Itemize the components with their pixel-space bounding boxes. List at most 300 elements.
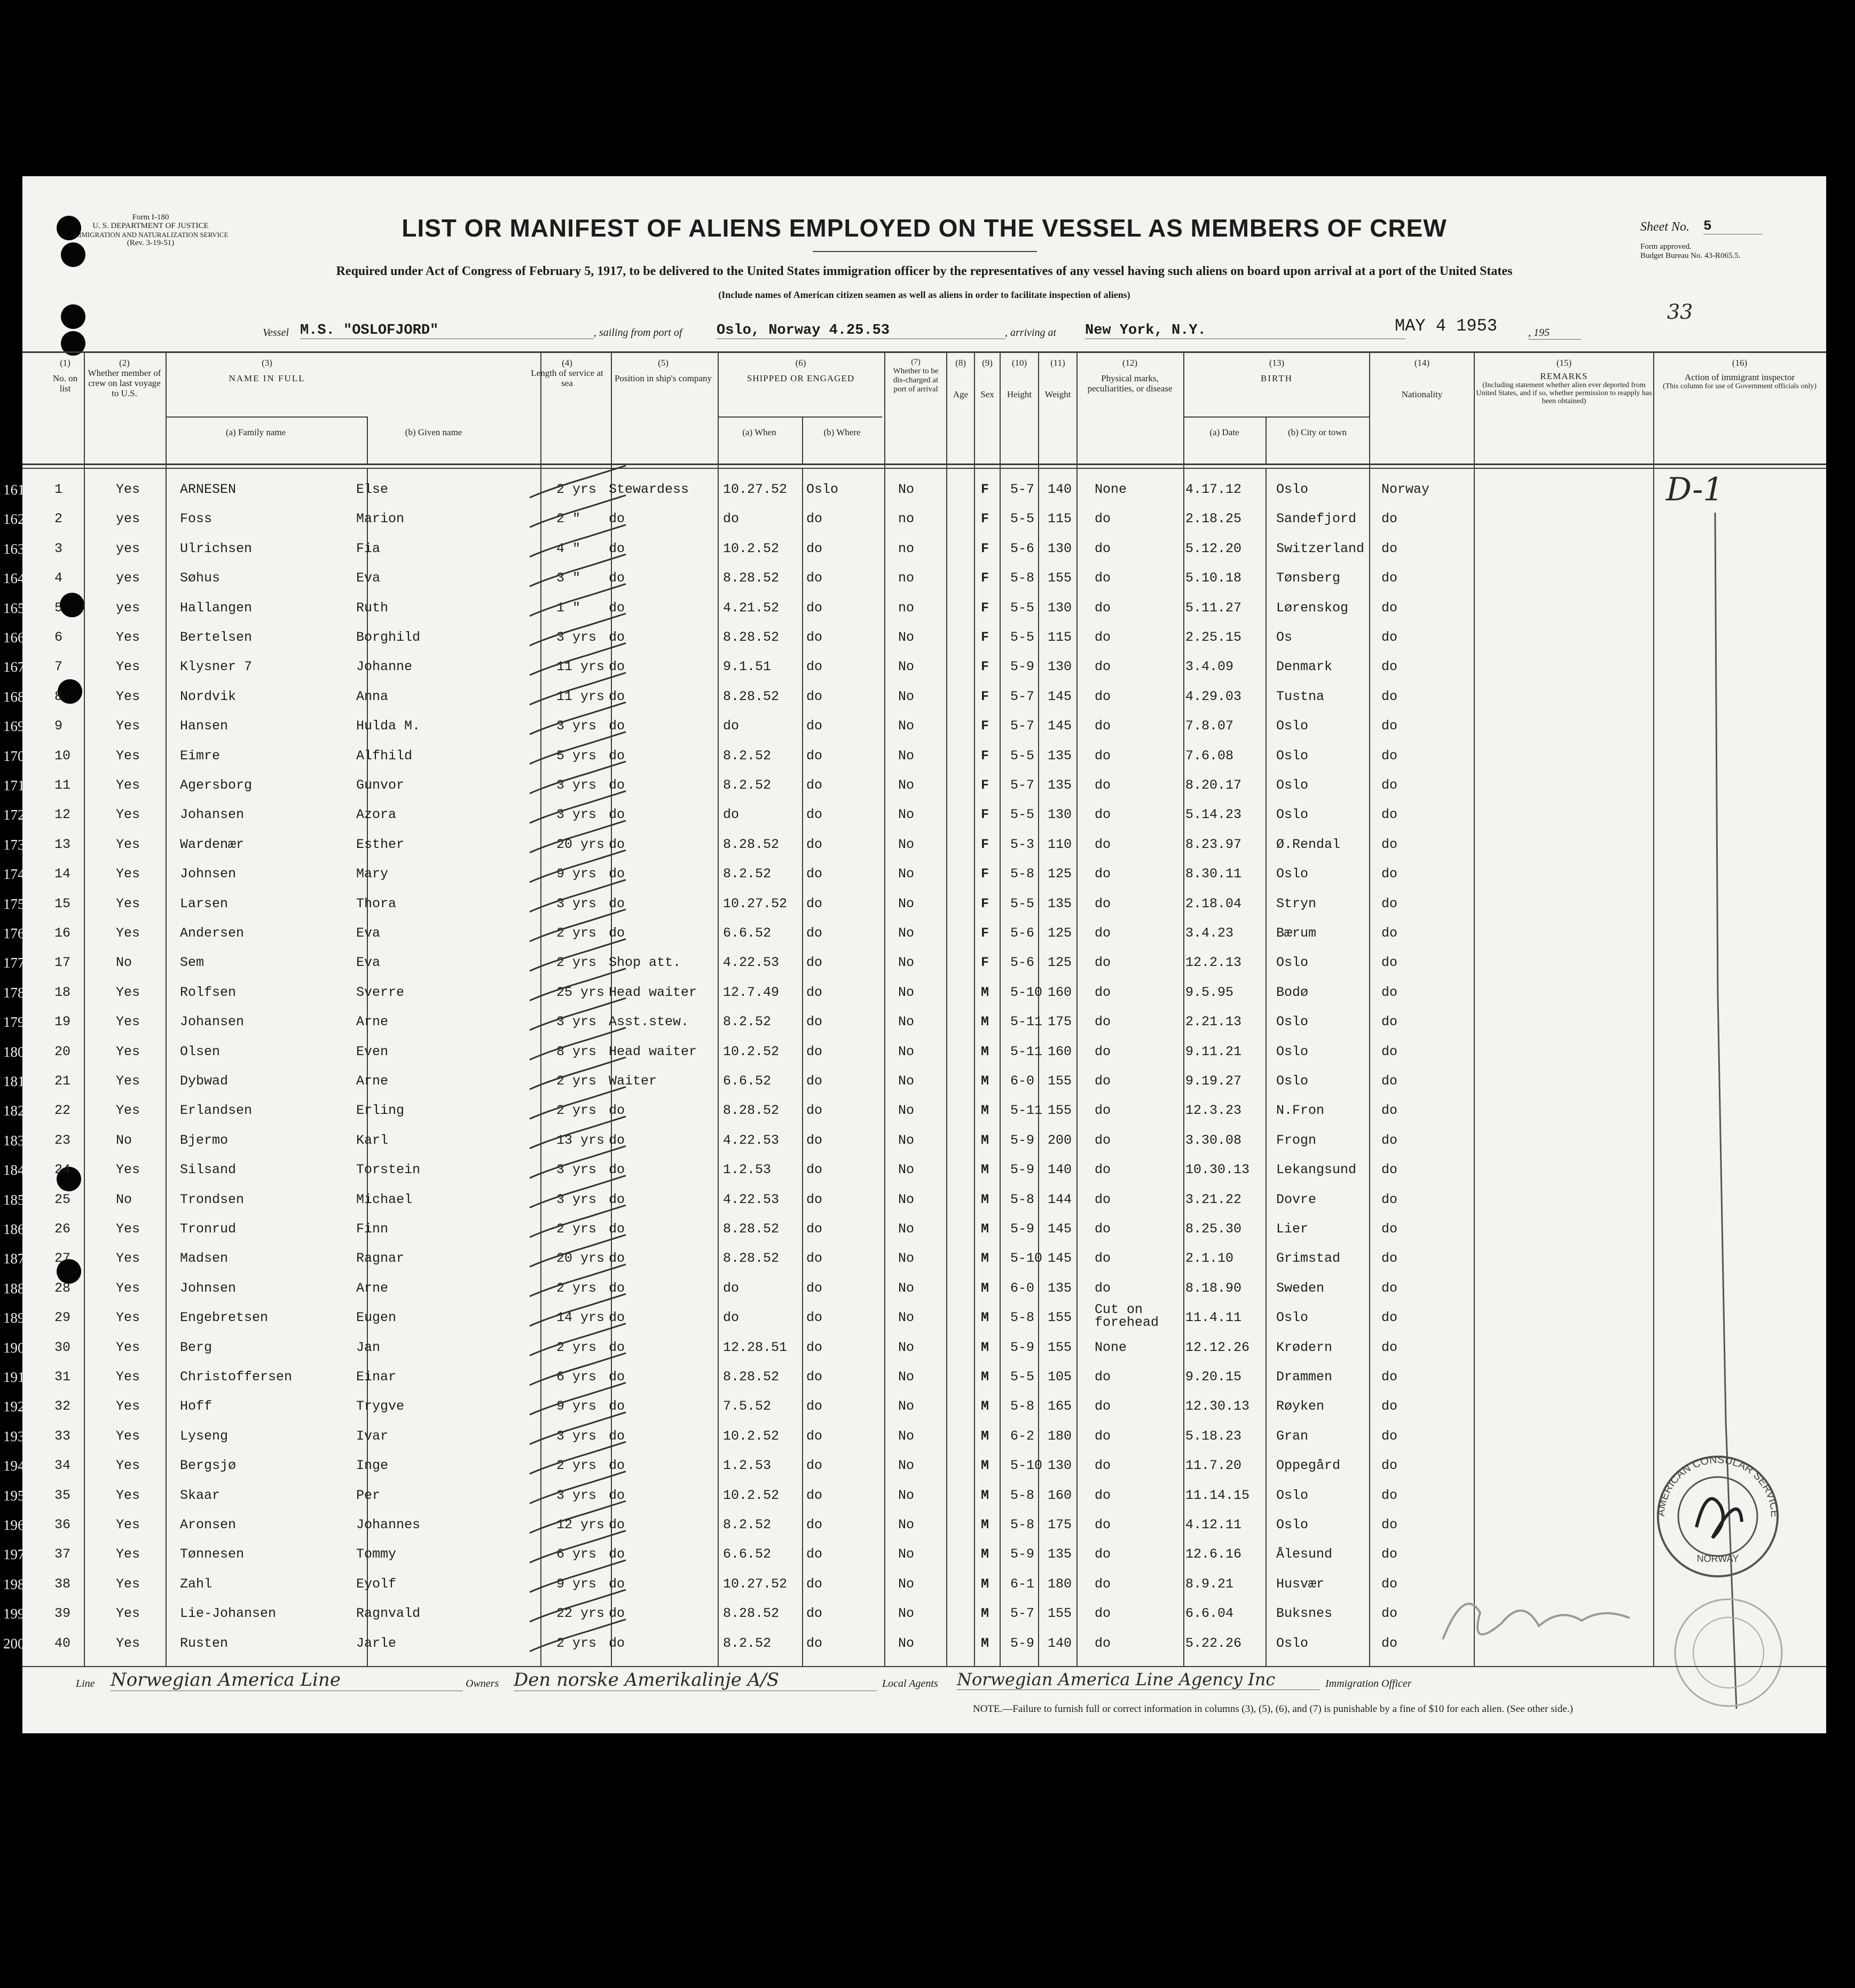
row-height: 5-9: [1010, 1546, 1035, 1562]
row-shipped-where: do: [806, 1369, 823, 1385]
row-shipped-where: do: [806, 1635, 823, 1651]
tally-checkmark: [530, 614, 626, 646]
row-family-name: Søhus: [180, 570, 221, 586]
row-birth-date: 9.5.95: [1185, 984, 1234, 1000]
row-weight: 180: [1048, 1428, 1072, 1444]
row-given-name: Eva: [356, 955, 381, 971]
row-position: do: [609, 630, 625, 645]
sailing-label: , sailing from port of: [594, 327, 682, 339]
row-discharge: No: [898, 1310, 915, 1326]
row-shipped-when: 10.2.52: [723, 1487, 780, 1503]
row-physical-marks: do: [1095, 1398, 1111, 1415]
row-birth-city: Oslo: [1276, 1635, 1309, 1651]
row-shipped-when: do: [723, 1280, 740, 1296]
col10-header: (10) Height: [1007, 358, 1032, 399]
row-weight: 130: [1048, 659, 1072, 675]
row-service: 3 yrs: [556, 895, 597, 912]
row-nationality: do: [1381, 1073, 1398, 1089]
row-shipped-when: 4.21.52: [723, 600, 780, 616]
row-discharge: No: [898, 895, 915, 912]
row-tally-number: 162: [3, 511, 25, 528]
row-number: 19: [54, 1014, 71, 1030]
tally-checkmark: [530, 732, 626, 764]
row-birth-date: 9.19.27: [1185, 1073, 1242, 1089]
col9-header: (9) Sex: [980, 358, 994, 399]
row-service: 2 yrs: [556, 1280, 597, 1296]
row-birth-date: 12.6.16: [1185, 1546, 1242, 1562]
row-shipped-where: do: [806, 1043, 823, 1059]
row-tally-number: 185: [3, 1191, 25, 1208]
row-tally-number: 164: [3, 570, 25, 587]
row-given-name: Torstein: [356, 1162, 421, 1178]
row-birth-city: Oslo: [1276, 1487, 1309, 1503]
row-given-name: Eyolf: [356, 1576, 397, 1592]
row-tally-number: 165: [3, 600, 25, 616]
row-shipped-when: 12.7.49: [723, 984, 780, 1000]
row-physical-marks: do: [1095, 1369, 1111, 1385]
row-sex: M: [981, 1458, 989, 1474]
row-physical-marks: None: [1095, 1339, 1127, 1355]
row-given-name: Tommy: [356, 1546, 397, 1562]
row-birth-date: 3.4.09: [1185, 659, 1234, 675]
row-given-name: Borghild: [356, 630, 421, 645]
col13b-header: (b) City or town: [1287, 427, 1347, 437]
tally-checkmark: [530, 1087, 626, 1119]
row-height: 5-7: [1010, 1606, 1035, 1622]
row-prev-voyage: Yes: [116, 1546, 140, 1562]
row-shipped-when: 8.28.52: [723, 836, 780, 852]
row-height: 5-8: [1010, 1517, 1035, 1533]
row-number: 7: [54, 659, 63, 675]
tally-checkmark: [530, 1117, 626, 1149]
row-birth-date: 11.14.15: [1185, 1487, 1250, 1503]
row-physical-marks: do: [1095, 1132, 1111, 1148]
col8-header: (8) Age: [953, 358, 969, 399]
row-weight: 105: [1048, 1369, 1072, 1385]
row-shipped-when: 8.28.52: [723, 630, 780, 645]
row-prev-voyage: Yes: [116, 777, 140, 793]
row-weight: 140: [1048, 1162, 1072, 1178]
row-number: 16: [54, 925, 71, 941]
row-position: do: [609, 1132, 625, 1148]
row-number: 37: [54, 1546, 71, 1562]
row-prev-voyage: Yes: [116, 718, 140, 734]
row-given-name: Azora: [356, 807, 397, 823]
row-tally-number: 174: [3, 866, 25, 883]
row-height: 5-9: [1010, 1132, 1035, 1148]
row-weight: 160: [1048, 984, 1072, 1000]
row-sex: F: [981, 688, 989, 704]
tally-checkmark: [530, 939, 626, 971]
row-weight: 155: [1048, 1339, 1072, 1355]
row-service: 11 yrs: [556, 688, 605, 704]
row-weight: 200: [1048, 1132, 1072, 1148]
row-sex: M: [981, 1014, 989, 1030]
row-shipped-where: do: [806, 1251, 823, 1267]
row-given-name: Per: [356, 1487, 381, 1503]
sheet-number: 5: [1703, 218, 1762, 234]
row-birth-date: 2.1.10: [1185, 1251, 1234, 1267]
row-shipped-when: 10.2.52: [723, 540, 780, 556]
row-physical-marks: do: [1095, 540, 1111, 556]
row-height: 5-7: [1010, 777, 1035, 793]
row-birth-city: Røyken: [1276, 1398, 1325, 1415]
row-sex: F: [981, 600, 989, 616]
row-discharge: No: [898, 1398, 915, 1415]
row-given-name: Fia: [356, 540, 381, 556]
row-shipped-where: do: [806, 1546, 823, 1562]
row-height: 5-6: [1010, 540, 1035, 556]
row-number: 2: [54, 511, 63, 527]
row-discharge: No: [898, 1132, 915, 1148]
row-number: 12: [54, 807, 71, 823]
row-shipped-when: do: [723, 511, 740, 527]
row-shipped-when: 8.28.52: [723, 1103, 780, 1119]
row-birth-date: 8.25.30: [1185, 1221, 1242, 1237]
row-shipped-where: do: [806, 1132, 823, 1148]
row-shipped-when: 8.2.52: [723, 866, 772, 882]
row-service: 1 ": [556, 600, 581, 616]
row-birth-city: Husvær: [1276, 1576, 1325, 1592]
row-prev-voyage: Yes: [116, 630, 140, 645]
row-weight: 145: [1048, 1221, 1072, 1237]
col16-header: (16) Action of immigrant inspector (This column for use of Government officials only): [1663, 358, 1817, 390]
row-physical-marks: do: [1095, 1517, 1111, 1533]
row-shipped-when: 4.22.53: [723, 1191, 780, 1207]
row-physical-marks: do: [1095, 836, 1111, 852]
row-shipped-where: do: [806, 925, 823, 941]
row-service: 12 yrs: [556, 1517, 605, 1533]
row-service: 3 yrs: [556, 1014, 597, 1030]
row-birth-date: 3.4.23: [1185, 925, 1234, 941]
row-position: Head waiter: [609, 984, 697, 1000]
row-birth-city: Oslo: [1276, 866, 1309, 882]
row-height: 5-11: [1010, 1103, 1043, 1119]
row-discharge: No: [898, 1546, 915, 1562]
row-given-name: Ivar: [356, 1428, 389, 1444]
row-prev-voyage: Yes: [116, 1221, 140, 1237]
row-shipped-when: 10.2.52: [723, 1043, 780, 1059]
row-position: do: [609, 511, 625, 527]
row-sex: F: [981, 718, 989, 734]
row-service: 2 yrs: [556, 1458, 597, 1474]
row-discharge: No: [898, 807, 915, 823]
row-position: do: [609, 1458, 625, 1474]
row-shipped-when: 8.28.52: [723, 1251, 780, 1267]
row-physical-marks: do: [1095, 1428, 1111, 1444]
row-position: do: [609, 777, 625, 793]
row-shipped-where: do: [806, 659, 823, 675]
row-height: 5-9: [1010, 1221, 1035, 1237]
row-tally-number: 187: [3, 1251, 25, 1267]
tally-checkmark: [530, 584, 626, 616]
row-birth-date: 4.12.11: [1185, 1517, 1242, 1533]
row-position: do: [609, 925, 625, 941]
row-weight: 135: [1048, 1280, 1072, 1296]
row-tally-number: 191: [3, 1369, 25, 1385]
svg-text:AMERICAN CONSULAR SERVICE: [1655, 1454, 1780, 1518]
owners-label: Owners: [466, 1678, 499, 1690]
col3a-header: (a) Family name: [225, 427, 286, 437]
row-family-name: Nordvik: [180, 688, 237, 704]
col15-header: (15) REMARKS (Including statement whether alien ever deported from United States, and if so, whether permission to reapply has been obtained): [1476, 358, 1652, 405]
row-nationality: do: [1381, 1043, 1398, 1059]
row-birth-city: Frogn: [1276, 1132, 1317, 1148]
tally-checkmark: [530, 1176, 626, 1208]
row-nationality: do: [1381, 1428, 1398, 1444]
row-nationality: do: [1381, 1635, 1398, 1651]
row-nationality: do: [1381, 925, 1398, 941]
line-label: Line: [76, 1678, 95, 1690]
row-birth-city: Tønsberg: [1276, 570, 1341, 586]
row-sex: F: [981, 866, 989, 882]
col13a-header: (a) Date: [1209, 427, 1239, 437]
row-discharge: No: [898, 1517, 915, 1533]
row-shipped-where: do: [806, 1162, 823, 1178]
row-shipped-when: 9.1.51: [723, 659, 772, 675]
row-sex: M: [981, 1546, 989, 1562]
officer-label: Immigration Officer: [1325, 1678, 1412, 1690]
row-shipped-where: do: [806, 1310, 823, 1326]
tally-checkmark: [530, 821, 626, 853]
inspector-mark: D-1: [1666, 471, 1724, 508]
row-tally-number: 176: [3, 925, 25, 941]
row-shipped-where: do: [806, 1103, 823, 1119]
row-number: 1: [54, 482, 63, 497]
tally-checkmark: [530, 1472, 626, 1504]
row-prev-voyage: Yes: [116, 1517, 140, 1533]
tally-checkmark: [530, 850, 626, 882]
row-number: 10: [54, 748, 71, 764]
row-position: Asst.stew.: [609, 1014, 689, 1030]
row-shipped-where: do: [806, 777, 823, 793]
row-birth-city: Oslo: [1276, 777, 1309, 793]
row-tally-number: 161: [3, 482, 25, 498]
row-position: do: [609, 1103, 625, 1119]
row-family-name: Wardenær: [180, 836, 245, 852]
row-birth-date: 2.18.04: [1185, 895, 1242, 912]
row-family-name: Zahl: [180, 1576, 213, 1592]
row-family-name: Klysner 7: [180, 659, 253, 675]
row-birth-city: Gran: [1276, 1428, 1309, 1444]
row-weight: 110: [1048, 836, 1072, 852]
row-discharge: No: [898, 1428, 915, 1444]
row-number: 3: [54, 540, 63, 556]
row-height: 5-6: [1010, 925, 1035, 941]
row-weight: 140: [1048, 1635, 1072, 1651]
row-discharge: No: [898, 482, 915, 497]
row-sex: M: [981, 1517, 989, 1533]
row-given-name: Michael: [356, 1191, 413, 1207]
row-position: do: [609, 570, 625, 586]
row-shipped-where: do: [806, 1576, 823, 1592]
row-height: 5-5: [1010, 630, 1035, 645]
row-number: 32: [54, 1398, 71, 1415]
row-weight: 165: [1048, 1398, 1072, 1415]
tally-checkmark: [530, 1590, 626, 1622]
tally-checkmark: [530, 643, 626, 675]
row-physical-marks: do: [1095, 1043, 1111, 1059]
row-discharge: No: [898, 1487, 915, 1503]
row-weight: 155: [1048, 1073, 1072, 1089]
row-weight: 125: [1048, 925, 1072, 941]
row-shipped-when: 8.2.52: [723, 748, 772, 764]
tally-checkmarks: [22, 176, 1826, 1733]
col6b-header: (b) Where: [823, 427, 861, 437]
row-service: 20 yrs: [556, 836, 605, 852]
row-weight: 115: [1048, 630, 1072, 645]
row-discharge: No: [898, 955, 915, 971]
row-height: 5-11: [1010, 1043, 1043, 1059]
row-birth-city: Denmark: [1276, 659, 1333, 675]
row-shipped-when: 10.27.52: [723, 482, 788, 497]
row-family-name: Bergsjø: [180, 1458, 237, 1474]
row-nationality: do: [1381, 540, 1398, 556]
row-prev-voyage: Yes: [116, 1043, 140, 1059]
agents-value: Norwegian America Line Agency Inc: [957, 1669, 1320, 1690]
row-physical-marks: do: [1095, 1191, 1111, 1207]
row-shipped-when: 8.28.52: [723, 570, 780, 586]
row-prev-voyage: Yes: [116, 1103, 140, 1119]
row-tally-number: 180: [3, 1043, 25, 1060]
row-prev-voyage: Yes: [116, 1014, 140, 1030]
row-nationality: do: [1381, 600, 1398, 616]
row-discharge: No: [898, 1635, 915, 1651]
row-sex: F: [981, 511, 989, 527]
row-nationality: do: [1381, 1191, 1398, 1207]
row-number: 25: [54, 1191, 71, 1207]
row-height: 5-8: [1010, 866, 1035, 882]
row-shipped-when: 7.5.52: [723, 1398, 772, 1415]
row-given-name: Else: [356, 482, 389, 497]
row-sex: M: [981, 1221, 989, 1237]
row-weight: 135: [1048, 1546, 1072, 1562]
row-shipped-when: 8.28.52: [723, 1369, 780, 1385]
row-given-name: Karl: [356, 1132, 389, 1148]
row-tally-number: 168: [3, 688, 25, 705]
tally-checkmark: [530, 673, 626, 705]
row-prev-voyage: Yes: [116, 1073, 140, 1089]
tally-checkmark: [530, 1264, 626, 1296]
row-birth-city: Oslo: [1276, 807, 1309, 823]
row-height: 5-9: [1010, 1339, 1035, 1355]
row-family-name: Lyseng: [180, 1428, 229, 1444]
row-family-name: Andersen: [180, 925, 245, 941]
row-shipped-when: do: [723, 807, 740, 823]
row-position: do: [609, 1606, 625, 1622]
row-number: 17: [54, 955, 71, 971]
row-birth-date: 8.20.17: [1185, 777, 1242, 793]
row-shipped-where: do: [806, 688, 823, 704]
row-height: 5-5: [1010, 748, 1035, 764]
row-given-name: Marion: [356, 511, 405, 527]
row-position: do: [609, 540, 625, 556]
tally-checkmark: [530, 1057, 626, 1089]
row-shipped-where: do: [806, 1398, 823, 1415]
row-height: 5-10: [1010, 984, 1043, 1000]
row-physical-marks: Cut on forehead: [1095, 1302, 1159, 1331]
row-discharge: No: [898, 1103, 915, 1119]
row-number: 22: [54, 1103, 71, 1119]
row-physical-marks: do: [1095, 866, 1111, 882]
row-physical-marks: do: [1095, 984, 1111, 1000]
row-shipped-where: do: [806, 540, 823, 556]
row-nationality: do: [1381, 630, 1398, 645]
col4-header: (4) Length of service at sea: [531, 358, 603, 388]
row-weight: 155: [1048, 1103, 1072, 1119]
row-birth-date: 5.18.23: [1185, 1428, 1242, 1444]
row-nationality: do: [1381, 895, 1398, 912]
row-tally-number: 186: [3, 1221, 25, 1237]
row-position: do: [609, 1339, 625, 1355]
row-number: 34: [54, 1458, 71, 1474]
row-shipped-where: Oslo: [806, 482, 839, 497]
tally-checkmark: [530, 791, 626, 823]
row-position: Shop att.: [609, 955, 681, 971]
row-nationality: do: [1381, 688, 1398, 704]
row-prev-voyage: Yes: [116, 1576, 140, 1592]
row-family-name: Johansen: [180, 1014, 245, 1030]
row-shipped-where: do: [806, 895, 823, 912]
row-birth-date: 5.12.20: [1185, 540, 1242, 556]
row-given-name: Erling: [356, 1103, 405, 1119]
row-family-name: Skaar: [180, 1487, 221, 1503]
row-sex: F: [981, 659, 989, 675]
tally-checkmark: [530, 1205, 626, 1237]
row-weight: 125: [1048, 955, 1072, 971]
arriving-port: New York, N.Y.: [1085, 323, 1405, 339]
footer-note: NOTE.—Failure to furnish full or correct information in columns (3), (5), (6), and (7) is punishable by a fine of $10 for each alien. (See other side.): [973, 1703, 1573, 1715]
row-given-name: Alfhild: [356, 748, 413, 764]
row-tally-number: 197: [3, 1546, 25, 1563]
row-weight: 130: [1048, 540, 1072, 556]
row-physical-marks: do: [1095, 807, 1111, 823]
row-prev-voyage: Yes: [116, 1339, 140, 1355]
row-position: do: [609, 807, 625, 823]
row-nationality: do: [1381, 1398, 1398, 1415]
row-number: 15: [54, 895, 71, 912]
row-discharge: No: [898, 866, 915, 882]
row-nationality: do: [1381, 659, 1398, 675]
row-weight: 140: [1048, 482, 1072, 497]
row-prev-voyage: Yes: [116, 1310, 140, 1326]
row-position: do: [609, 1576, 625, 1592]
row-physical-marks: do: [1095, 1280, 1111, 1296]
row-birth-city: Lier: [1276, 1221, 1309, 1237]
tally-checkmark: [530, 1382, 626, 1415]
row-given-name: Arne: [356, 1073, 389, 1089]
row-service: 22 yrs: [556, 1606, 605, 1622]
manifest-sheet: [3, 176, 1826, 1733]
row-birth-city: Ø.Rendal: [1276, 836, 1341, 852]
row-given-name: Johanne: [356, 659, 413, 675]
row-physical-marks: do: [1095, 1014, 1111, 1030]
footer-rule: [22, 1666, 1826, 1667]
row-family-name: Larsen: [180, 895, 229, 912]
row-birth-city: Oslo: [1276, 1073, 1309, 1089]
row-position: do: [609, 1546, 625, 1562]
row-position: do: [609, 1517, 625, 1533]
row-physical-marks: do: [1095, 1073, 1111, 1089]
row-birth-date: 5.11.27: [1185, 600, 1242, 616]
row-nationality: do: [1381, 1339, 1398, 1355]
row-height: 5-5: [1010, 1369, 1035, 1385]
row-shipped-when: 8.2.52: [723, 1635, 772, 1651]
row-number: 20: [54, 1043, 71, 1059]
row-height: 6-0: [1010, 1073, 1035, 1089]
row-prev-voyage: Yes: [116, 1458, 140, 1474]
row-nationality: do: [1381, 807, 1398, 823]
